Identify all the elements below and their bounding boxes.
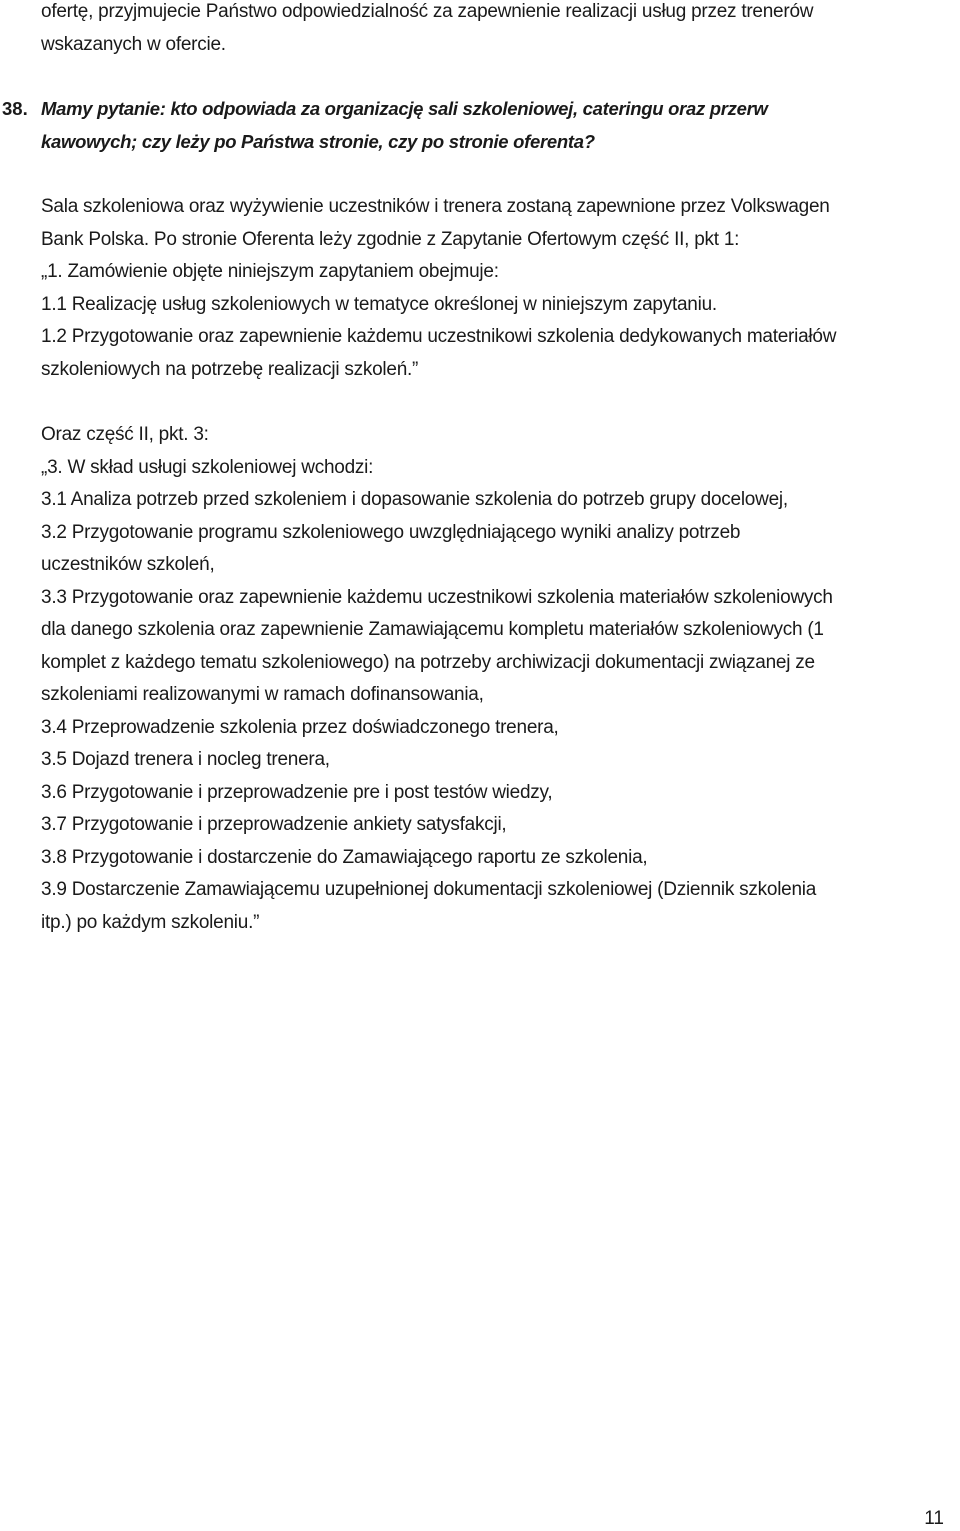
part3-line: 3.9 Dostarczenie Zamawiającemu uzupełnionej dokumentacji szkoleniowej (Dziennik szkolenia xyxy=(41,879,817,900)
part3-line: dla danego szkolenia oraz zapewnienie Zamawiającemu kompletu materiałów szkoleniowych (1 xyxy=(41,619,824,640)
question-line: Mamy pytanie: kto odpowiada za organizację sali szkoleniowej, cateringu oraz przerw xyxy=(41,98,768,119)
part3-line: szkoleniami realizowanymi w ramach dofinansowania, xyxy=(41,684,484,705)
intro-paragraph xyxy=(41,0,956,61)
part3-line: 3.2 Przygotowanie programu szkoleniowego uwzględniającego wyniki analizy potrzeb xyxy=(41,521,741,543)
part3-line: 3.5 Dojazd trenera i nocleg trenera, xyxy=(41,749,330,770)
answer-line: 1.2 Przygotowanie oraz zapewnienie każdemu uczestnikowi szkolenia dedykowanych materiałów xyxy=(41,326,837,347)
part3-paragraph xyxy=(41,419,956,939)
page-number: 11 xyxy=(924,1508,944,1529)
answer-line: Bank Polska. Po stronie Oferenta leży zgodnie z Zapytanie Ofertowym część II, pkt 1: xyxy=(41,228,740,250)
part3-line: 3.8 Przygotowanie i dostarczenie do Zamawiającego raportu ze szkolenia, xyxy=(41,846,648,868)
part3-line: itp.) po każdym szkoleniu.” xyxy=(41,911,260,933)
part3-line: Oraz część II, pkt. 3: xyxy=(41,424,209,445)
part3-line: 3.7 Przygotowanie i przeprowadzenie ankiety satysfakcji, xyxy=(41,814,507,835)
part3-line: 3.4 Przeprowadzenie szkolenia przez doświadczonego trenera, xyxy=(41,716,559,738)
answer-line: 1.1 Realizację usług szkoleniowych w tematyce określonej w niniejszym zapytaniu. xyxy=(41,293,717,315)
question-number: 38. xyxy=(2,98,28,119)
question-paragraph xyxy=(41,93,956,158)
question-line: kawowych; czy leży po Państwa stronie, czy po stronie oferenta? xyxy=(41,130,595,152)
answer-line: szkoleniowych na potrzebę realizacji szkoleń.” xyxy=(41,358,419,380)
answer-line: Sala szkoleniowa oraz wyżywienie uczestników i trenera zostaną zapewnione przez Volkswagen xyxy=(41,196,830,217)
intro-line: ofertę, przyjmujecie Państwo odpowiedzialność za zapewnienie realizacji usług przez trenerów xyxy=(41,1,814,22)
answer-paragraph xyxy=(41,191,956,386)
answer-line: „1. Zamówienie objęte niniejszym zapytaniem obejmuje: xyxy=(41,261,499,282)
part3-line: komplet z każdego tematu szkoleniowego) na potrzeby archiwizacji dokumentacji związanej ze xyxy=(41,651,815,673)
part3-line: uczestników szkoleń, xyxy=(41,554,215,575)
part3-line: 3.6 Przygotowanie i przeprowadzenie pre i post testów wiedzy, xyxy=(41,781,553,803)
part3-line: 3.1 Analiza potrzeb przed szkoleniem i dopasowanie szkolenia do potrzeb grupy docelowej, xyxy=(41,489,788,510)
part3-line: 3.3 Przygotowanie oraz zapewnienie każdemu uczestnikowi szkolenia materiałów szkoleniowych xyxy=(41,586,833,608)
intro-line: wskazanych w ofercie. xyxy=(41,33,226,55)
part3-line: „3. W skład usługi szkoleniowej wchodzi: xyxy=(41,456,374,478)
